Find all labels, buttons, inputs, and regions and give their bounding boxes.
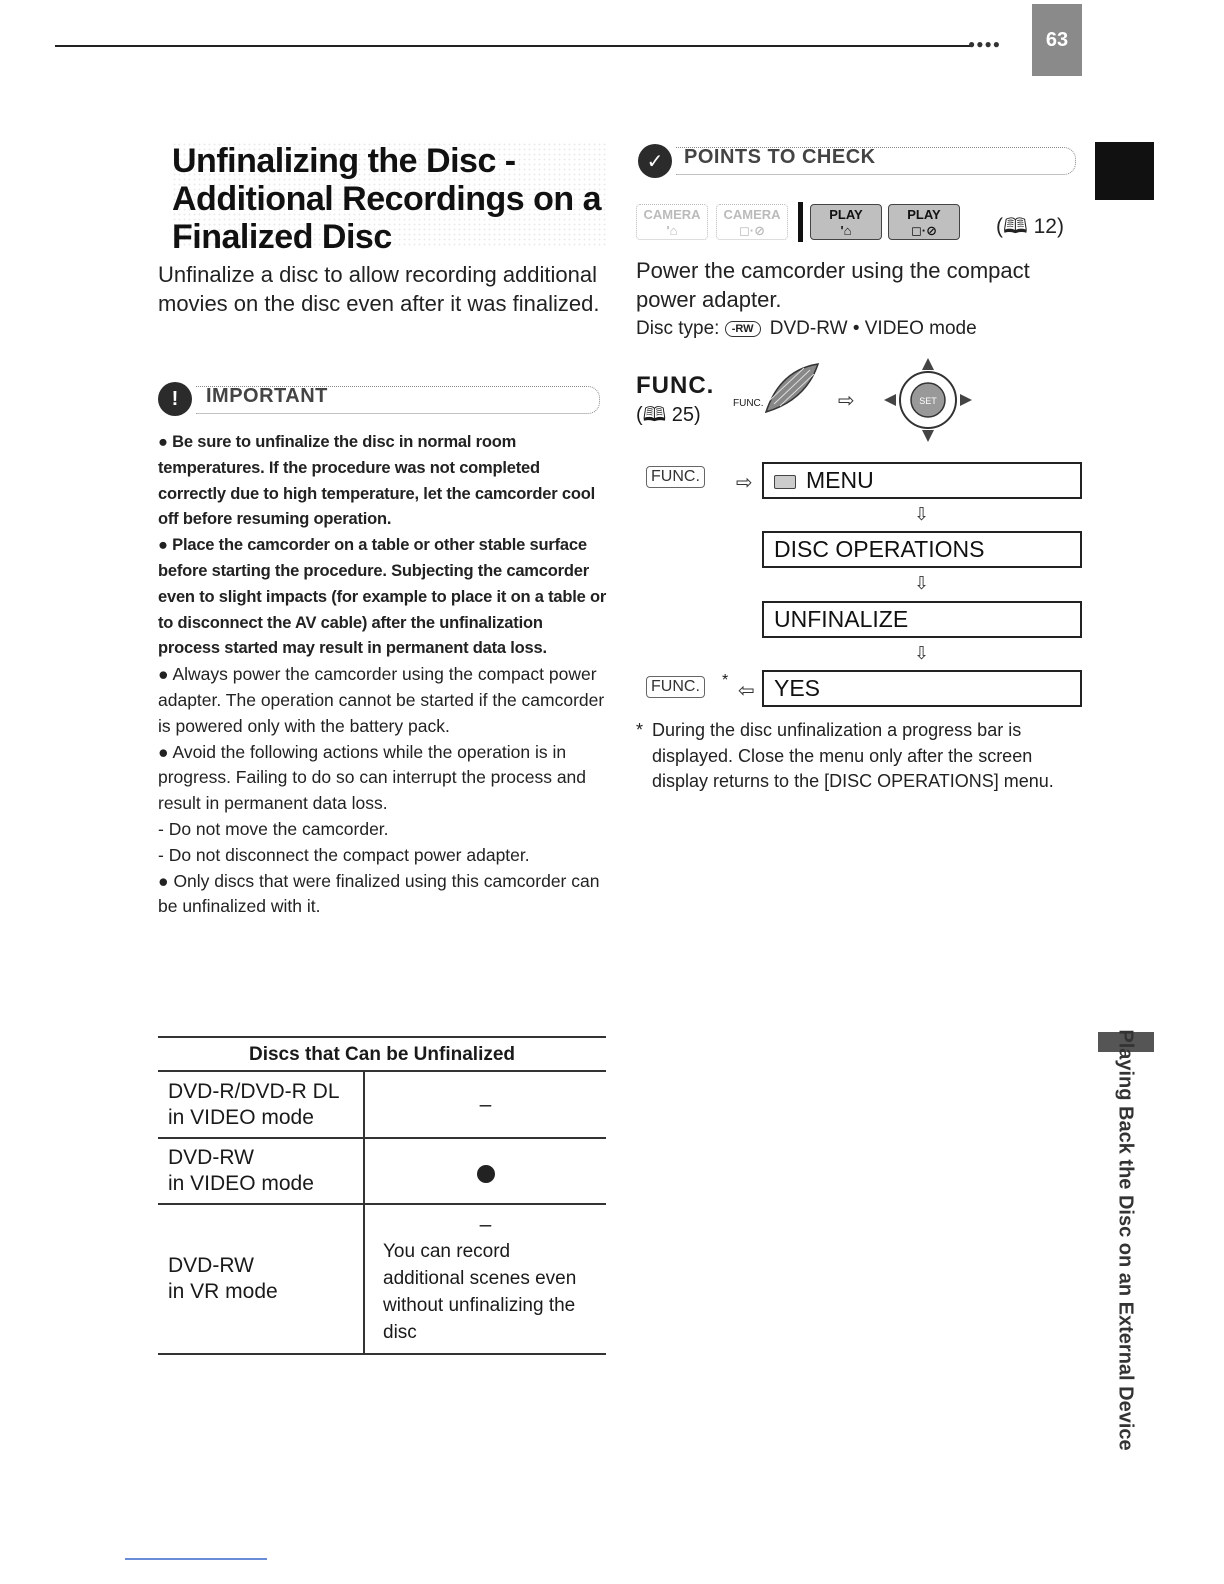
disc-type: Disc type: -RW DVD-RW • VIDEO mode: [636, 318, 977, 339]
header-rule: [55, 45, 973, 47]
value-note: You can record additional scenes even without unfinalizing the disc: [383, 1241, 577, 1343]
title-line-3: Finalized Disc: [172, 218, 392, 256]
important-list: [158, 430, 608, 920]
down-arrow-icon: ⇩: [914, 573, 930, 593]
mode-camera-photo: CAMERA ◻·⊘: [716, 204, 788, 240]
important-label: IMPORTANT: [206, 385, 328, 407]
mode-page-ref: (🕮 12): [996, 215, 1064, 238]
mode-play-photo: PLAY ◻·⊘: [888, 204, 960, 240]
table-row: [158, 1138, 606, 1204]
footnote-star: *: [636, 720, 644, 740]
important-icon: !: [158, 382, 192, 416]
down-arrow-icon: ⇩: [914, 504, 930, 524]
disc-cell: DVD-RW in VR mode: [158, 1204, 364, 1354]
footnote-text: During the disc unfinalization a progress bar is displayed. Close the menu only after the screen display returns to the [DISC OPERATIONS] menu.: [652, 720, 1054, 791]
power-text: Power the camcorder using the compact power adapter.: [636, 258, 1030, 312]
chapter-label: Playing Back the Disc on an External Device: [1114, 1029, 1137, 1451]
func-page-ref: (🕮 25): [636, 404, 701, 426]
important-item: ● Place the camcorder on a table or other stable surface before starting the procedure. Subjecting the camcorder even to slight impacts (for example to place it on a table or to disconnect the AV cable) after the unfinalization process started may result in permanent data loss.: [158, 536, 607, 658]
important-subitem: - Do not move the camcorder.: [158, 818, 389, 839]
func-key-star: *: [722, 672, 729, 689]
chapter-marker: [1095, 142, 1154, 200]
disc-cell: DVD-R/DVD-R DL in VIDEO mode: [158, 1072, 364, 1138]
important-header: [196, 386, 600, 414]
func-key: FUNC.: [646, 466, 705, 488]
func-button-icon: [760, 360, 822, 418]
menu-icon: [774, 475, 796, 489]
header-dots: ●●●●: [968, 37, 1001, 51]
value-cell: – You can record additional scenes even without unfinalizing the disc: [364, 1204, 606, 1354]
dvd-rw-logo-icon: -RW: [725, 321, 761, 337]
points-to-check-label: POINTS TO CHECK: [684, 146, 876, 168]
check-icon: ✓: [638, 144, 672, 178]
joystick-icon: [880, 356, 976, 444]
func-small-label: FUNC.: [733, 398, 764, 409]
step-yes: YES: [762, 670, 1082, 707]
bottom-link-rule: [125, 1558, 267, 1560]
disc-table: [158, 1072, 606, 1355]
supported-dot: [477, 1165, 495, 1183]
disc-table-title: Discs that Can be Unfinalized: [158, 1036, 606, 1072]
down-arrow-icon: ⇩: [914, 643, 930, 663]
title-line-1: Unfinalizing the Disc -: [172, 142, 516, 180]
step-unfinalize: UNFINALIZE: [762, 601, 1082, 638]
important-item: ● Always power the camcorder using the compact power adapter. The operation cannot be started if the camcorder is powered only with the battery pack.: [158, 664, 605, 736]
svg-text:SET: SET: [919, 396, 937, 406]
table-row: [158, 1204, 606, 1354]
page-number: 63: [1032, 4, 1082, 76]
func-label: FUNC.: [636, 372, 715, 399]
table-row: [158, 1072, 606, 1138]
title-line-2: Additional Recordings on a: [172, 180, 602, 218]
left-arrow-icon: ⇦: [738, 680, 755, 702]
important-item: ● Avoid the following actions while the operation is in progress. Failing to do so can interrupt the process and result in permanent data loss.: [158, 741, 587, 814]
disc-cell: DVD-RW in VIDEO mode: [158, 1138, 364, 1204]
mode-camera-card: CAMERA '⌂: [636, 204, 708, 240]
important-subitem: - Do not disconnect the compact power adapter.: [158, 844, 530, 865]
mode-play-movie: PLAY '⌂: [810, 204, 882, 240]
value-cell: [364, 1138, 606, 1204]
important-item: ● Only discs that were finalized using this camcorder can be unfinalized with it.: [158, 870, 600, 917]
points-to-check-header: [676, 147, 1076, 175]
right-arrow-icon: ⇨: [838, 390, 855, 412]
step-menu: MENU: [762, 462, 1082, 499]
intro-text: Unfinalize a disc to allow recording additional movies on the disc even after it was finalized.: [158, 262, 600, 316]
mode-separator: [798, 202, 803, 242]
page-title: [172, 142, 601, 256]
func-key: FUNC.: [646, 676, 705, 698]
important-item: ● Be sure to unfinalize the disc in normal room temperatures. If the procedure was not completed correctly due to high temperature, let the camcorder cool off before resuming operation.: [158, 433, 595, 529]
value-cell: –: [364, 1072, 606, 1138]
step-disc-operations: DISC OPERATIONS: [762, 531, 1082, 568]
right-arrow-icon: ⇨: [736, 472, 753, 494]
footnote: [636, 718, 1076, 795]
mode-indicator-row: [636, 198, 1086, 246]
